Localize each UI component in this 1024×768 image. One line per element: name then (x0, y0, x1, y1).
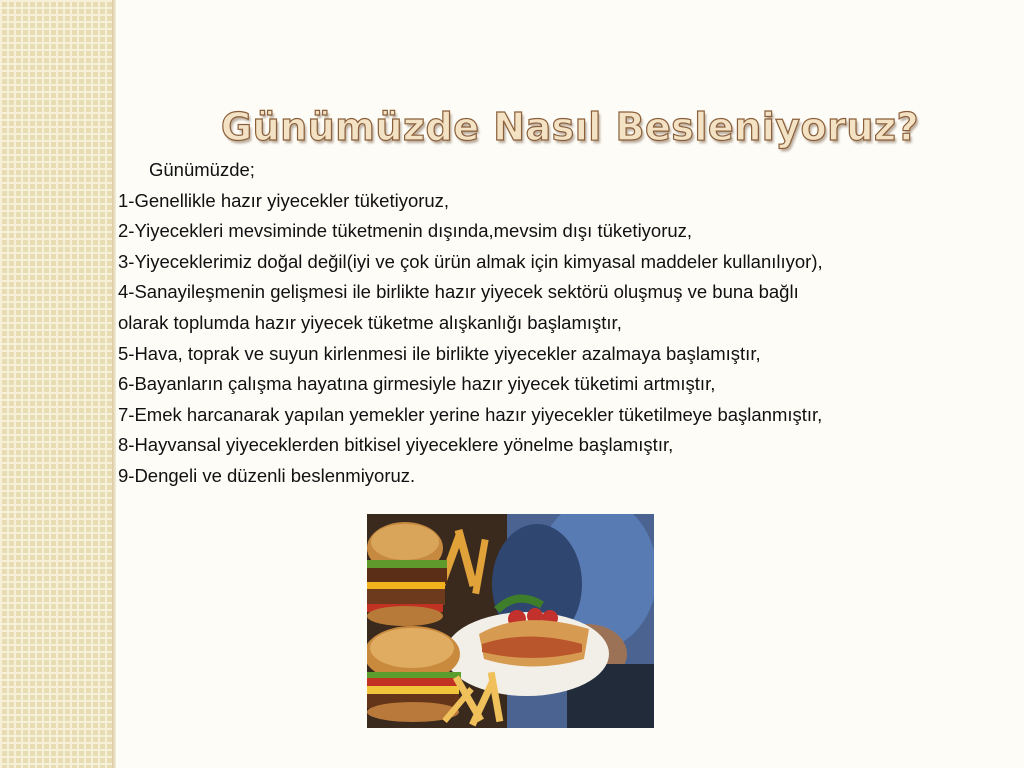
slide-body (118, 155, 1018, 492)
list-item: 7-Emek harcanarak yapılan yemekler yerine hazır yiyecekler tüketilmeye başlanmıştır, (118, 403, 823, 425)
list-item: 2-Yiyecekleri mevsiminde tüketmenin dışında,mevsim dışı tüketiyoruz, (118, 220, 693, 242)
list-item: 9-Dengeli ve düzenli beslenmiyoruz. (118, 464, 416, 486)
list-item: 1-Genellikle hazır yiyecekler tüketiyoruz, (118, 189, 450, 211)
decorative-side-pattern (0, 0, 112, 768)
list-item-continuation: olarak toplumda hazır yiyecek tüketme alışkanlığı başlamıştır, (118, 311, 622, 333)
fast-food-photo (367, 514, 654, 728)
list-item: 8-Hayvansal yiyeceklerden bitkisel yiyeceklere yönelme başlamıştır, (118, 434, 674, 456)
list-item: 6-Bayanların çalışma hayatına girmesiyle hazır yiyecek tüketimi artmıştır, (118, 373, 716, 395)
slide-title: Günümüzde Nasıl Besleniyoruz? (220, 105, 920, 150)
list-item: 4-Sanayileşmenin gelişmesi ile birlikte hazır yiyecek sektörü oluşmuş ve buna bağlı (118, 281, 799, 303)
list-item: 5-Hava, toprak ve suyun kirlenmesi ile birlikte yiyecekler azalmaya başlamıştır, (118, 342, 761, 364)
body-intro: Günümüzde; (149, 159, 255, 180)
list-item: 3-Yiyeceklerimiz doğal değil(iyi ve çok ürün almak için kimyasal maddeler kullanılıyor), (118, 250, 823, 272)
